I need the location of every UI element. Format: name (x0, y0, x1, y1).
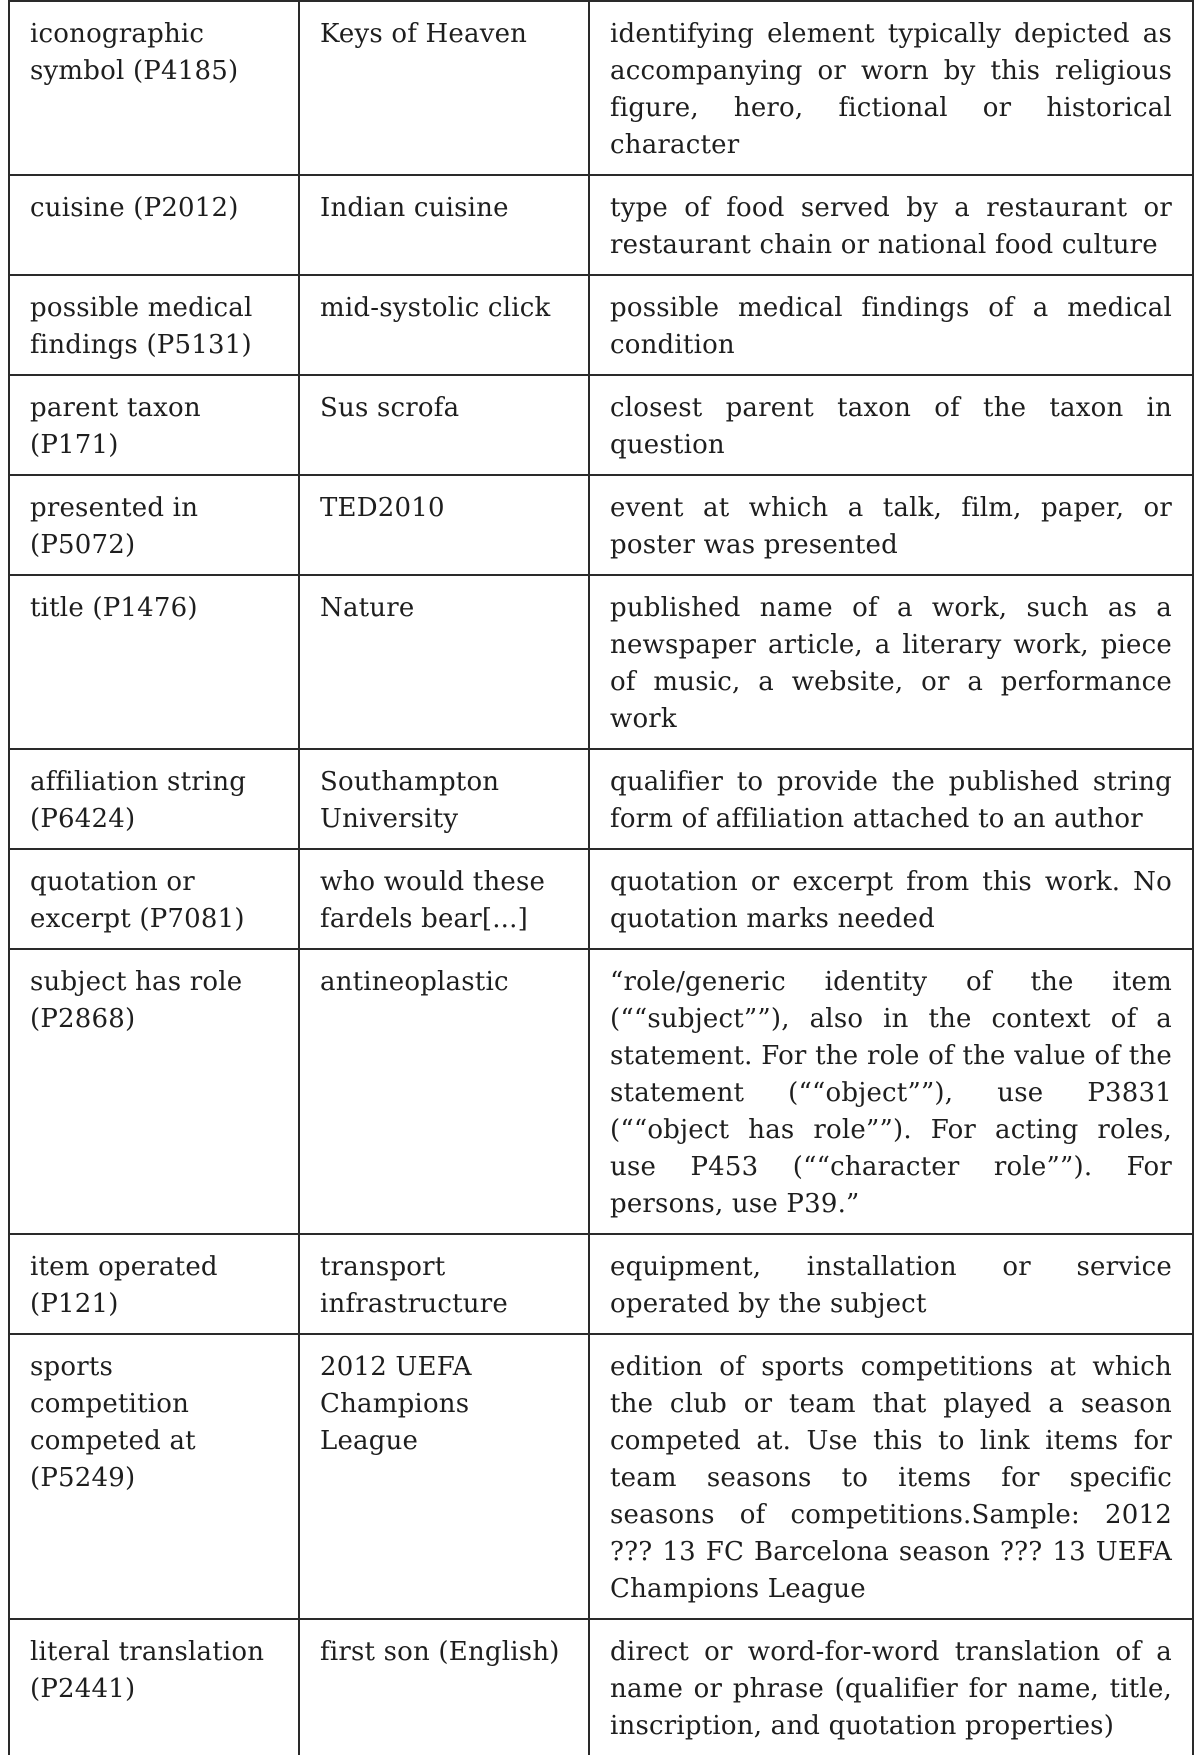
property-cell: iconographic symbol (P4185) (9, 1, 299, 175)
document-page (8, 0, 1192, 1755)
value-cell: Keys of Heaven (299, 1, 589, 175)
value-cell: Sus scrofa (299, 375, 589, 475)
table-row (9, 275, 1193, 375)
description-cell: event at which a talk, film, paper, or poster was presented (589, 475, 1193, 575)
description-cell: quotation or excerpt from this work. No quotation marks needed (589, 849, 1193, 949)
table-row (9, 475, 1193, 575)
property-cell: sports competition competed at (P5249) (9, 1334, 299, 1619)
table-row (9, 375, 1193, 475)
value-cell: transport infrastructure (299, 1234, 589, 1334)
property-cell: presented in (P5072) (9, 475, 299, 575)
property-cell: affiliation string (P6424) (9, 749, 299, 849)
description-cell: “role/generic identity of the item (““subject””), also in the context of a statement. For the role of the value of the statement (““object””), use P3831 (““object has role””). For acting roles, use P453 (““character role””). For persons, use P39.” (589, 949, 1193, 1234)
table-row (9, 949, 1193, 1234)
property-cell: possible medical findings (P5131) (9, 275, 299, 375)
value-cell: 2012 UEFA Champions League (299, 1334, 589, 1619)
table-row (9, 175, 1193, 275)
description-cell: edition of sports competitions at which the club or team that played a season competed at. Use this to link items for team seasons to items for specific seasons of competitions.Sample: 2012 ??? 13 FC Barcelona season ??? 13 UEFA Champions League (589, 1334, 1193, 1619)
description-cell: closest parent taxon of the taxon in question (589, 375, 1193, 475)
description-cell: type of food served by a restaurant or restaurant chain or national food culture (589, 175, 1193, 275)
value-cell: Indian cuisine (299, 175, 589, 275)
property-cell: cuisine (P2012) (9, 175, 299, 275)
description-cell: published name of a work, such as a newspaper article, a literary work, piece of music, a website, or a performance work (589, 575, 1193, 749)
description-cell: equipment, installation or service operated by the subject (589, 1234, 1193, 1334)
value-cell: TED2010 (299, 475, 589, 575)
value-cell: Nature (299, 575, 589, 749)
table-row (9, 1619, 1193, 1755)
property-cell: subject has role (P2868) (9, 949, 299, 1234)
description-cell: possible medical findings of a medical condition (589, 275, 1193, 375)
table-row (9, 1234, 1193, 1334)
value-cell: mid-systolic click (299, 275, 589, 375)
description-cell: qualifier to provide the published string form of affiliation attached to an author (589, 749, 1193, 849)
value-cell: Southampton University (299, 749, 589, 849)
table-row (9, 1, 1193, 175)
value-cell: who would these fardels bear[...] (299, 849, 589, 949)
property-table (8, 0, 1194, 1755)
table-row (9, 1334, 1193, 1619)
property-cell: title (P1476) (9, 575, 299, 749)
value-cell: first son (English) (299, 1619, 589, 1755)
property-cell: parent taxon (P171) (9, 375, 299, 475)
table-row (9, 849, 1193, 949)
property-cell: item operated (P121) (9, 1234, 299, 1334)
value-cell: antineoplastic (299, 949, 589, 1234)
table-row (9, 575, 1193, 749)
property-cell: quotation or excerpt (P7081) (9, 849, 299, 949)
property-cell: literal translation (P2441) (9, 1619, 299, 1755)
description-cell: direct or word-for-word translation of a name or phrase (qualifier for name, title, inscription, and quotation properties) (589, 1619, 1193, 1755)
description-cell: identifying element typically depicted as accompanying or worn by this religious figure, hero, fictional or historical character (589, 1, 1193, 175)
table-row (9, 749, 1193, 849)
